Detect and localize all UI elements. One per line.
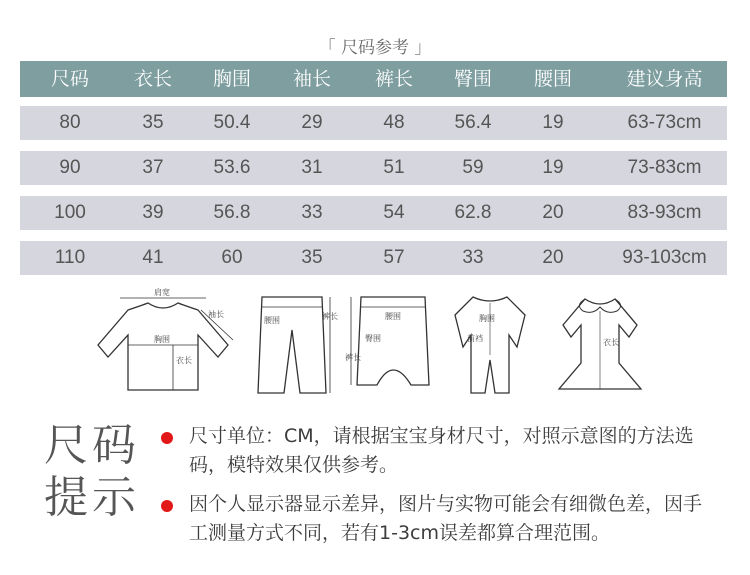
table-cell: 83-93cm xyxy=(627,202,702,223)
header-sleeve: 袖长 xyxy=(292,68,331,90)
table-cell: 37 xyxy=(142,157,164,178)
header-pants-length: 裤长 xyxy=(374,68,413,90)
table-row xyxy=(20,196,727,230)
table-cell: 51 xyxy=(383,157,405,178)
table-cell: 19 xyxy=(542,112,564,133)
table-cell: 93-103cm xyxy=(622,247,707,268)
table-cell: 33 xyxy=(462,247,484,268)
bullet-dot-icon xyxy=(161,500,173,512)
dress-label-length: 衣长 xyxy=(603,338,619,347)
shirt-label-sleeve: 袖长 xyxy=(208,310,224,319)
shorts-label-waist: 腰围 xyxy=(385,312,401,321)
table-cell: 50.4 xyxy=(213,112,251,133)
table-cell: 62.8 xyxy=(454,202,492,223)
header-chest: 胸围 xyxy=(212,68,251,90)
table-row xyxy=(20,241,727,275)
table-cell: 35 xyxy=(301,247,323,268)
dress-diagram xyxy=(545,285,655,400)
table-cell: 35 xyxy=(142,112,164,133)
table-cell: 80 xyxy=(59,112,81,133)
shirt-label-length: 衣长 xyxy=(176,356,192,365)
table-cell: 29 xyxy=(301,112,323,133)
shirt-label-top: 肩宽 xyxy=(154,288,170,297)
shorts-label-length: 裤长 xyxy=(345,353,361,362)
measurement-diagrams xyxy=(0,285,750,405)
table-cell: 110 xyxy=(54,247,86,268)
header-waist: 腰围 xyxy=(533,68,572,90)
shorts-diagram xyxy=(345,285,440,400)
table-row xyxy=(20,106,727,140)
table-cell: 20 xyxy=(542,247,564,268)
romper-label-front: 前裆 xyxy=(467,334,483,343)
header-size: 尺码 xyxy=(50,68,89,90)
tips-heading: 尺码提示 xyxy=(44,420,140,523)
shirt-label-chest: 胸围 xyxy=(154,335,170,344)
table-cell: 33 xyxy=(301,202,323,223)
header-hip: 臀围 xyxy=(453,68,492,90)
shorts-label-hip: 臀围 xyxy=(365,334,381,343)
romper-label-chest: 胸围 xyxy=(479,314,495,323)
table-cell: 60 xyxy=(221,247,243,268)
table-cell: 63-73cm xyxy=(627,112,702,133)
table-cell: 56.8 xyxy=(213,202,251,223)
table-cell: 90 xyxy=(59,157,81,178)
tip-item-color-difference: 因个人显示器显示差异，图片与实物可能会有细微色差，因手工测量方式不同，若有1-3cm误差都算合理范围。 xyxy=(189,493,703,544)
header-height: 建议身高 xyxy=(626,68,703,90)
table-cell: 39 xyxy=(142,202,164,223)
header-length: 衣长 xyxy=(133,68,172,90)
pants-diagram xyxy=(250,285,340,400)
pants-label-length: 裤长 xyxy=(322,312,338,321)
romper-diagram xyxy=(445,285,535,400)
tip-item-units: 尺寸单位：CM，请根据宝宝身材尺寸，对照示意图的方法选码，模特效果仅供参考。 xyxy=(189,425,694,476)
table-cell: 48 xyxy=(383,112,405,133)
table-cell: 53.6 xyxy=(213,157,251,178)
table-cell: 41 xyxy=(142,247,164,268)
pants-label-waist: 腰围 xyxy=(264,316,280,325)
table-cell: 100 xyxy=(54,202,86,223)
size-chart-title: 「 尺码参考 」 xyxy=(318,38,432,58)
table-cell: 56.4 xyxy=(454,112,492,133)
size-table-header xyxy=(20,61,727,97)
table-cell: 59 xyxy=(462,157,484,178)
table-row xyxy=(20,151,727,185)
table-cell: 20 xyxy=(542,202,564,223)
table-cell: 31 xyxy=(301,157,323,178)
table-cell: 19 xyxy=(542,157,564,178)
bullet-dot-icon xyxy=(161,432,173,444)
table-cell: 54 xyxy=(383,202,405,223)
table-cell: 73-83cm xyxy=(627,157,702,178)
table-cell: 57 xyxy=(383,247,405,268)
shirt-diagram xyxy=(88,285,248,400)
